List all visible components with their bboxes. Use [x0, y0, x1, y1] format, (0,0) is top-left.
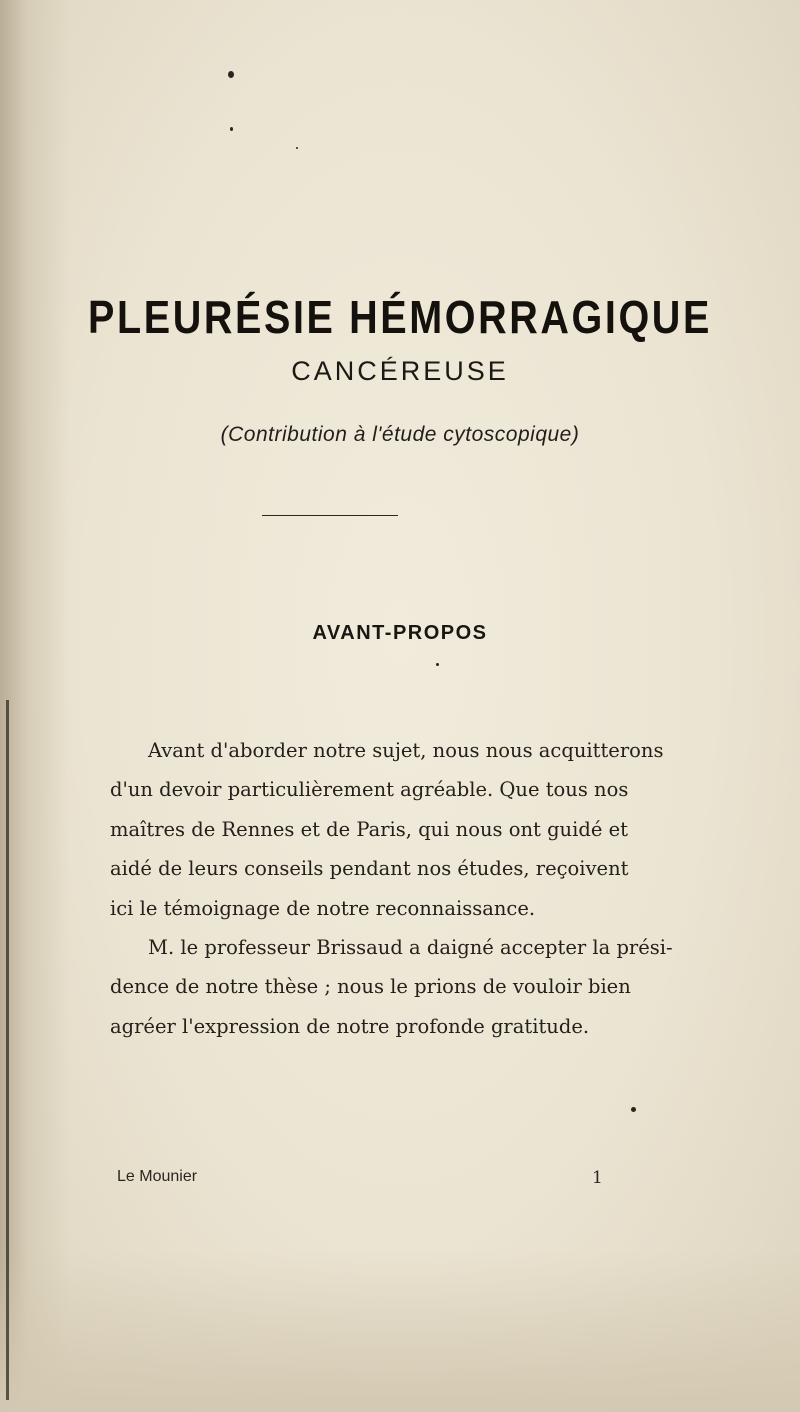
divider-rule: [262, 515, 398, 516]
page-subtitle: CANCÉREUSE: [291, 356, 509, 386]
binding-edge: [6, 700, 9, 1400]
paragraph-line: d'un devoir particulièrement agréable. Que tous nos: [110, 778, 629, 802]
paragraph-line: ici le témoignage de notre reconnaissance.: [110, 896, 536, 920]
ink-speck: [230, 127, 233, 131]
paragraph-line: maîtres de Rennes et de Paris, qui nous ont guidé et: [110, 817, 628, 841]
ink-speck: [296, 147, 298, 149]
ink-speck: [436, 663, 439, 666]
paragraph-line: aidé de leurs conseils pendant nos études, reçoivent: [110, 857, 629, 881]
paragraph-line: M. le professeur Brissaud a daigné accepter la prési-: [148, 936, 673, 960]
paragraph-line: agréer l'expression de notre profonde gratitude.: [110, 1014, 590, 1038]
footer-author: Le Mounier: [117, 1168, 198, 1185]
page-title: PLEURÉSIE HÉMORRAGIQUE: [88, 291, 712, 343]
page-bottom-shadow: [0, 1250, 800, 1412]
ink-speck: [228, 71, 234, 78]
section-heading: AVANT-PROPOS: [312, 622, 488, 644]
ink-speck: [631, 1107, 636, 1112]
page-edge-shadow: [0, 0, 70, 1412]
paragraph-line: dence de notre thèse ; nous le prions de vouloir bien: [110, 975, 631, 999]
body-paragraph: [110, 731, 673, 1046]
contribution-line: (Contribution à l'étude cytoscopique): [220, 423, 580, 446]
paragraph-line: Avant d'aborder notre sujet, nous nous acquitterons: [148, 739, 664, 762]
signature-mark: 1: [592, 1168, 603, 1188]
